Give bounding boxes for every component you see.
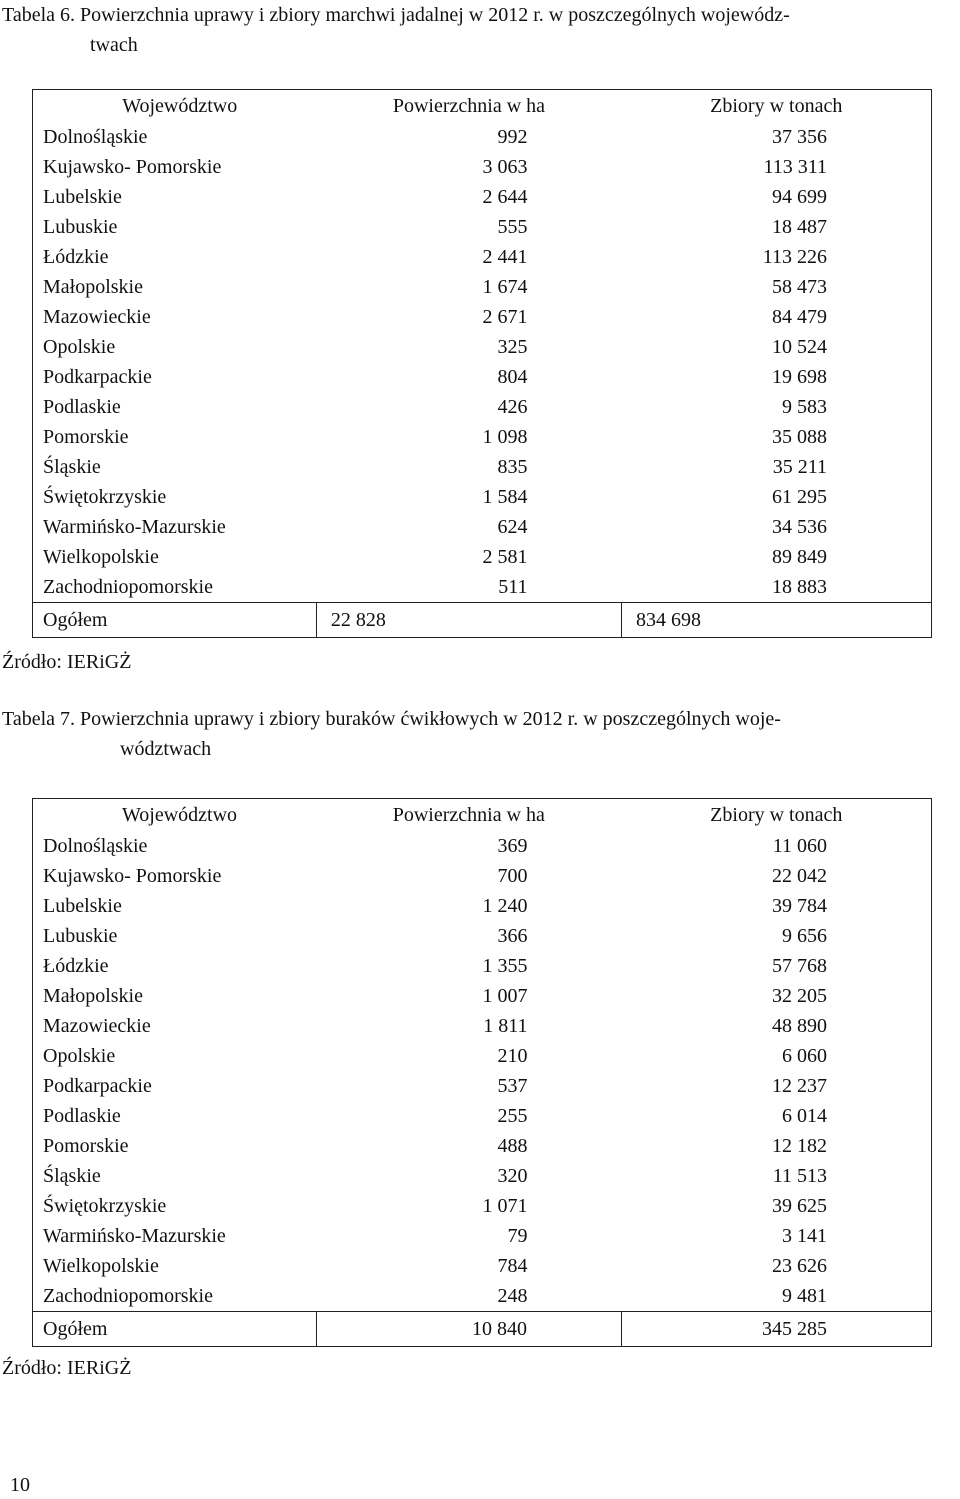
region-cell: Warmińsko-Mazurskie	[43, 516, 226, 538]
area-cell: 488	[497, 1135, 528, 1157]
total-row	[33, 1312, 932, 1347]
area-cell: 1 674	[482, 276, 528, 298]
total-area: 22 828	[316, 603, 621, 638]
yield-cell: 32 205	[772, 985, 827, 1007]
total-row	[33, 603, 932, 638]
yield-cell: 89 849	[772, 546, 827, 568]
yield-cell: 35 211	[772, 456, 827, 478]
table-row	[33, 1071, 932, 1101]
table-row	[33, 242, 932, 272]
column-header: Województwo	[122, 804, 238, 826]
area-cell: 426	[497, 396, 528, 418]
region-cell: Łódzkie	[43, 246, 109, 268]
region-cell: Lubelskie	[43, 895, 122, 917]
area-cell: 700	[497, 865, 528, 887]
total-yield: 834 698	[621, 603, 931, 638]
yield-cell: 3 141	[782, 1225, 827, 1247]
yield-cell: 35 088	[772, 426, 827, 448]
region-cell: Pomorskie	[43, 426, 129, 448]
area-cell: 325	[497, 336, 528, 358]
table7	[32, 798, 932, 1347]
table-row	[33, 332, 932, 362]
region-cell: Dolnośląskie	[43, 126, 148, 148]
area-cell: 555	[497, 216, 528, 238]
yield-cell: 37 356	[772, 126, 827, 148]
table-row	[33, 452, 932, 482]
table-row	[33, 122, 932, 152]
region-cell: Świętokrzyskie	[43, 1195, 167, 1217]
column-header: Zbiory w tonach	[710, 804, 843, 826]
yield-cell: 11 060	[772, 835, 827, 857]
yield-cell: 9 481	[782, 1285, 827, 1307]
area-cell: 366	[497, 925, 528, 947]
table-row	[33, 1131, 932, 1161]
region-cell: Podkarpackie	[43, 366, 152, 388]
total-area: 10 840	[316, 1312, 621, 1347]
table-header-row	[33, 90, 932, 123]
table-row	[33, 302, 932, 332]
region-cell: Lubelskie	[43, 186, 122, 208]
region-cell: Mazowieckie	[43, 1015, 151, 1037]
area-cell: 1 098	[482, 426, 528, 448]
area-cell: 2 441	[482, 246, 528, 268]
table-row	[33, 182, 932, 212]
table-row	[33, 1251, 932, 1281]
region-cell: Kujawsko- Pomorskie	[43, 156, 222, 178]
yield-cell: 18 487	[772, 216, 827, 238]
yield-cell: 113 226	[762, 246, 827, 268]
region-cell: Małopolskie	[43, 985, 143, 1007]
yield-cell: 84 479	[772, 306, 827, 328]
region-cell: Wielkopolskie	[43, 546, 159, 568]
table-row	[33, 212, 932, 242]
area-cell: 1 584	[482, 486, 528, 508]
area-cell: 1 007	[482, 985, 528, 1007]
area-cell: 992	[497, 126, 528, 148]
total-label: Ogółem	[33, 603, 317, 638]
total-yield: 345 285	[622, 1312, 932, 1347]
table-row	[33, 981, 932, 1011]
table7-caption-line1: Tabela 7. Powierzchnia uprawy i zbiory buraków ćwikłowych w 2012 r. w poszczególnych woje-	[2, 708, 781, 730]
area-cell: 2 644	[482, 186, 528, 208]
area-cell: 784	[497, 1255, 528, 1277]
table-row	[33, 572, 932, 603]
table-row	[33, 542, 932, 572]
table-row	[33, 422, 932, 452]
region-cell: Podkarpackie	[43, 1075, 152, 1097]
area-cell: 537	[497, 1075, 528, 1097]
region-cell: Lubuskie	[43, 925, 118, 947]
column-header: Powierzchnia w ha	[392, 95, 546, 117]
table6-caption-line1: Tabela 6. Powierzchnia uprawy i zbiory marchwi jadalnej w 2012 r. w poszczególnych wojewódz-	[2, 4, 790, 26]
area-cell: 624	[497, 516, 528, 538]
yield-cell: 22 042	[772, 865, 827, 887]
table-row	[33, 891, 932, 921]
table6-source: Źródło: IERiGŻ	[2, 651, 132, 673]
area-cell: 255	[497, 1105, 528, 1127]
region-cell: Lubuskie	[43, 216, 118, 238]
region-cell: Śląskie	[43, 1165, 101, 1187]
area-cell: 1 240	[482, 895, 528, 917]
area-cell: 2 581	[482, 546, 528, 568]
yield-cell: 12 237	[772, 1075, 827, 1097]
region-cell: Podlaskie	[43, 396, 121, 418]
table-row	[33, 1281, 932, 1312]
area-cell: 248	[497, 1285, 528, 1307]
area-cell: 1 811	[483, 1015, 528, 1037]
table-row	[33, 1191, 932, 1221]
table6-caption	[2, 0, 790, 60]
area-cell: 3 063	[482, 156, 528, 178]
area-cell: 2 671	[482, 306, 528, 328]
yield-cell: 58 473	[772, 276, 827, 298]
column-header: Zbiory w tonach	[710, 95, 843, 117]
region-cell: Pomorskie	[43, 1135, 129, 1157]
area-cell: 804	[497, 366, 528, 388]
table-row	[33, 392, 932, 422]
yield-cell: 23 626	[772, 1255, 827, 1277]
table-row	[33, 831, 932, 861]
region-cell: Wielkopolskie	[43, 1255, 159, 1277]
yield-cell: 6 014	[782, 1105, 827, 1127]
table-row	[33, 1011, 932, 1041]
table6-caption-line2: twach	[90, 34, 138, 56]
yield-cell: 113 311	[763, 156, 827, 178]
region-cell: Kujawsko- Pomorskie	[43, 865, 222, 887]
region-cell: Opolskie	[43, 1045, 116, 1067]
region-cell: Śląskie	[43, 456, 101, 478]
yield-cell: 48 890	[772, 1015, 827, 1037]
table-row	[33, 1101, 932, 1131]
area-cell: 835	[497, 456, 528, 478]
region-cell: Warmińsko-Mazurskie	[43, 1225, 226, 1247]
table-row	[33, 1221, 932, 1251]
yield-cell: 9 583	[782, 396, 827, 418]
table-row	[33, 362, 932, 392]
region-cell: Mazowieckie	[43, 306, 151, 328]
table-row	[33, 272, 932, 302]
table-header-row	[33, 799, 932, 832]
table7-caption	[2, 704, 781, 764]
table-row	[33, 1161, 932, 1191]
table-row	[33, 951, 932, 981]
yield-cell: 11 513	[772, 1165, 827, 1187]
table-row	[33, 861, 932, 891]
table-row	[33, 482, 932, 512]
yield-cell: 57 768	[772, 955, 827, 977]
table7-source: Źródło: IERiGŻ	[2, 1357, 132, 1379]
table-row	[33, 512, 932, 542]
table6	[32, 89, 932, 638]
area-cell: 210	[497, 1045, 528, 1067]
area-cell: 511	[498, 576, 528, 598]
page-number: 10	[10, 1474, 30, 1496]
area-cell: 369	[497, 835, 528, 857]
table-row	[33, 152, 932, 182]
region-cell: Zachodniopomorskie	[43, 1285, 213, 1307]
region-cell: Świętokrzyskie	[43, 486, 167, 508]
area-cell: 320	[497, 1165, 528, 1187]
yield-cell: 61 295	[772, 486, 827, 508]
yield-cell: 94 699	[772, 186, 827, 208]
region-cell: Zachodniopomorskie	[43, 576, 213, 598]
area-cell: 1 355	[482, 955, 528, 977]
yield-cell: 12 182	[772, 1135, 827, 1157]
region-cell: Małopolskie	[43, 276, 143, 298]
yield-cell: 9 656	[782, 925, 827, 947]
yield-cell: 18 883	[772, 576, 827, 598]
total-label: Ogółem	[33, 1312, 317, 1347]
yield-cell: 39 625	[772, 1195, 827, 1217]
area-cell: 1 071	[482, 1195, 528, 1217]
table-row	[33, 921, 932, 951]
yield-cell: 39 784	[772, 895, 827, 917]
region-cell: Dolnośląskie	[43, 835, 148, 857]
yield-cell: 19 698	[772, 366, 827, 388]
region-cell: Opolskie	[43, 336, 116, 358]
table7-caption-line2: wództwach	[120, 738, 212, 760]
yield-cell: 34 536	[772, 516, 827, 538]
column-header: Województwo	[122, 95, 238, 117]
area-cell: 79	[507, 1225, 528, 1247]
column-header: Powierzchnia w ha	[392, 804, 545, 826]
region-cell: Łódzkie	[43, 955, 109, 977]
yield-cell: 6 060	[782, 1045, 827, 1067]
table-row	[33, 1041, 932, 1071]
yield-cell: 10 524	[772, 336, 827, 358]
region-cell: Podlaskie	[43, 1105, 121, 1127]
